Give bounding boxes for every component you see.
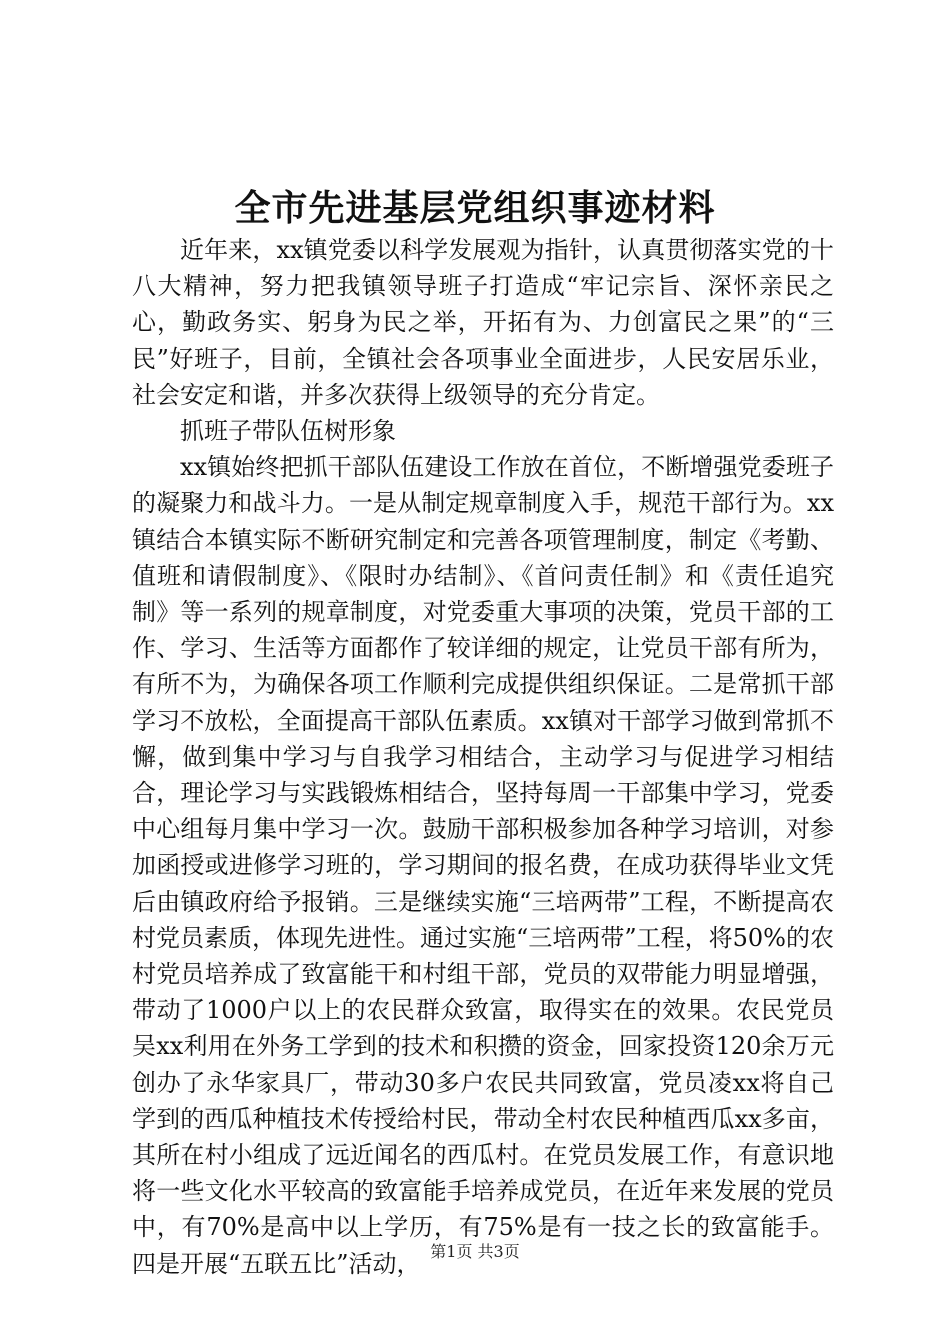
paragraph-main: xx镇始终把抓干部队伍建设工作放在首位，不断增强党委班子的凝聚力和战斗力。一是从制定规章制度入手，规范干部行为。xx镇结合本镇实际不断研究制定和完善各项管理制度，制定《考勤、值班和请假制度》、《限时办结制》、《首问责任制》和《责任追究制》等一系列的规章制度，对党委重大事项的决策，党员干部的工作、学习、生活等方面都作了较详细的规定，让党员干部有所为，有所不为，为确保各项工作顺利完成提供组织保证。二是常抓干部学习不放松，全面提高干部队伍素质。xx镇对干部学习做到常抓不懈，做到集中学习与自我学习相结合，主动学习与促进学习相结合，理论学习与实践锻炼相结合，坚持每周一干部集中学习，党委中心组每月集中学习一次。鼓励干部积极参加各种学习培训，对参加函授或进修学习班的，学习期间的报名费，在成功获得毕业文凭后由镇政府给予报销。三是继续实施“三培两带”工程，不断提高农村党员素质，体现先进性。通过实施“三培两带”工程，将50%的农村党员培养成了致富能干和村组干部，党员的双带能力明显增强，带动了1000户以上的农民群众致富，取得实在的效果。农民党员吴xx利用在外务工学到的技术和积攒的资金，回家投资120余万元创办了永华家具厂，带动30多户农民共同致富，党员凌xx将自己学到的西瓜种植技术传授给村民，带动全村农民种植西瓜xx多亩，其所在村小组成了远近闻名的西瓜村。在党员发展工作，有意识地将一些文化水平较高的致富能手培养成党员，在近年来发展的党员中，有70%是高中以上学历，有75%是有一技之长的致富能手。四是开展“五联五比”活动， bbox=[132, 453, 834, 1278]
page-number-footer: 第1页 共3页 bbox=[430, 1242, 520, 1261]
document-body bbox=[132, 232, 834, 1282]
document-title: 全市先进基层党组织事迹材料 bbox=[234, 187, 716, 229]
section-heading: 抓班子带队伍树形象 bbox=[180, 417, 396, 446]
paragraph-intro: 近年来，xx镇党委以科学发展观为指针，认真贯彻落实党的十八大精神，努力把我镇领导班子打造成“牢记宗旨、深怀亲民之心，勤政务实、躬身为民之举，开拓有为、力创富民之果”的“三民”好班子，目前，全镇社会各项事业全面进步，人民安居乐业，社会安定和谐，并多次获得上级领导的充分肯定。 bbox=[132, 236, 834, 409]
